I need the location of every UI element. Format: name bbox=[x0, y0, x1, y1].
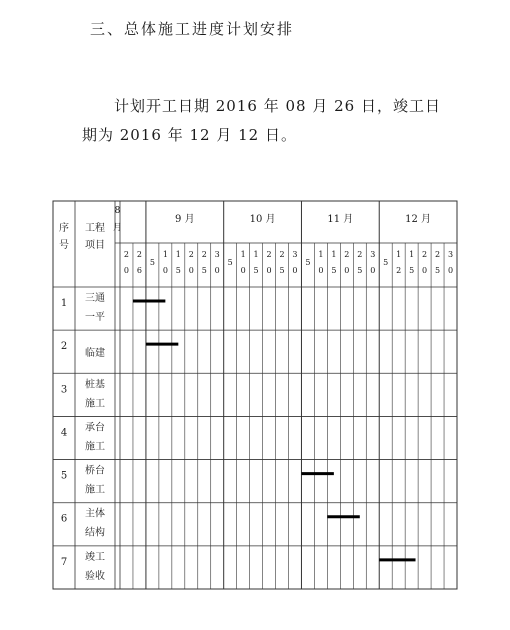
row-item-name: 施工 bbox=[85, 484, 105, 496]
day-label: 5 bbox=[409, 266, 415, 275]
day-label: 1 bbox=[318, 250, 324, 259]
header-seq-label: 序 bbox=[59, 223, 69, 234]
day-label: 5 bbox=[305, 258, 311, 267]
day-label: 5 bbox=[175, 266, 181, 275]
day-label: 3 bbox=[214, 250, 220, 259]
day-label: 0 bbox=[123, 266, 130, 275]
day-label: 2 bbox=[279, 250, 285, 259]
day-label: 5 bbox=[253, 266, 259, 275]
row-item-name: 三通 bbox=[85, 293, 105, 304]
row-seq: 1 bbox=[60, 298, 68, 309]
day-label: 3 bbox=[447, 250, 454, 259]
day-label: 5 bbox=[227, 258, 233, 267]
day-label: 2 bbox=[266, 250, 272, 259]
day-label: 5 bbox=[357, 266, 363, 275]
row-seq: 4 bbox=[60, 427, 68, 439]
day-label: 0 bbox=[292, 266, 298, 275]
header-seq-label: 号 bbox=[59, 240, 69, 251]
day-label: 0 bbox=[422, 266, 428, 275]
day-label: 1 bbox=[175, 250, 181, 259]
day-label: 2 bbox=[123, 250, 130, 259]
day-label: 1 bbox=[396, 250, 402, 259]
day-label: 2 bbox=[201, 250, 207, 259]
row-item-name: 验收 bbox=[85, 570, 105, 582]
day-label: 1 bbox=[331, 250, 337, 259]
day-label: 0 bbox=[162, 266, 168, 275]
row-seq: 3 bbox=[60, 384, 68, 396]
row-seq: 2 bbox=[60, 341, 68, 353]
month-label: 12 月 bbox=[405, 214, 432, 225]
day-label: 5 bbox=[383, 258, 389, 267]
day-label: 3 bbox=[292, 250, 298, 259]
day-label: 1 bbox=[240, 250, 246, 259]
month-label: 月 bbox=[112, 223, 123, 233]
day-label: 1 bbox=[162, 250, 168, 259]
day-label: 5 bbox=[331, 266, 337, 275]
day-label: 2 bbox=[357, 250, 363, 259]
day-label: 1 bbox=[253, 250, 259, 259]
row-item-name: 承台 bbox=[85, 422, 105, 434]
day-label: 2 bbox=[396, 266, 402, 275]
day-label: 5 bbox=[149, 258, 155, 267]
month-label: 9 月 bbox=[175, 214, 195, 225]
day-label: 0 bbox=[370, 266, 376, 275]
row-item-name: 结构 bbox=[85, 527, 105, 539]
row-item-name: 主体 bbox=[85, 508, 105, 520]
day-label: 2 bbox=[136, 250, 142, 259]
day-label: 0 bbox=[240, 266, 246, 275]
day-label: 6 bbox=[136, 266, 142, 275]
header-item-label: 项目 bbox=[85, 240, 105, 251]
row-item-name: 施工 bbox=[85, 441, 105, 453]
day-label: 5 bbox=[201, 266, 207, 275]
day-label: 0 bbox=[318, 266, 324, 275]
day-label: 3 bbox=[370, 250, 376, 259]
day-label: 2 bbox=[188, 250, 194, 259]
month-label: 11 月 bbox=[327, 214, 354, 225]
row-item-name: 桥台 bbox=[85, 465, 105, 477]
schedule-paragraph-line-1: 计划开工日期 2016 年 08 月 26 日，竣工日 bbox=[114, 97, 441, 115]
schedule-paragraph-line-2: 期为 2016 年 12 月 12 日。 bbox=[82, 126, 297, 144]
row-seq: 7 bbox=[60, 556, 68, 568]
day-label: 1 bbox=[409, 250, 415, 259]
day-label: 0 bbox=[344, 266, 350, 275]
section-heading: 三、总体施工进度计划安排 bbox=[90, 20, 295, 38]
row-item-name: 一平 bbox=[85, 312, 105, 323]
row-seq: 6 bbox=[60, 513, 68, 525]
day-label: 5 bbox=[435, 266, 441, 275]
day-label: 2 bbox=[344, 250, 350, 259]
day-label: 0 bbox=[214, 266, 220, 275]
row-item-name: 施工 bbox=[85, 398, 105, 410]
table-border bbox=[53, 201, 457, 589]
month-label: 8 bbox=[114, 206, 121, 216]
row-item-name: 竣工 bbox=[85, 551, 105, 563]
day-label: 0 bbox=[447, 266, 454, 275]
day-label: 0 bbox=[188, 266, 194, 275]
day-label: 2 bbox=[422, 250, 428, 259]
day-label: 2 bbox=[435, 250, 441, 259]
month-label: 10 月 bbox=[249, 214, 276, 225]
row-item-name: 桩基 bbox=[85, 379, 105, 391]
row-item-name: 临建 bbox=[85, 348, 105, 360]
day-label: 5 bbox=[279, 266, 285, 275]
header-item-label: 工程 bbox=[85, 223, 105, 234]
day-label: 0 bbox=[266, 266, 272, 275]
row-seq: 5 bbox=[60, 470, 68, 482]
